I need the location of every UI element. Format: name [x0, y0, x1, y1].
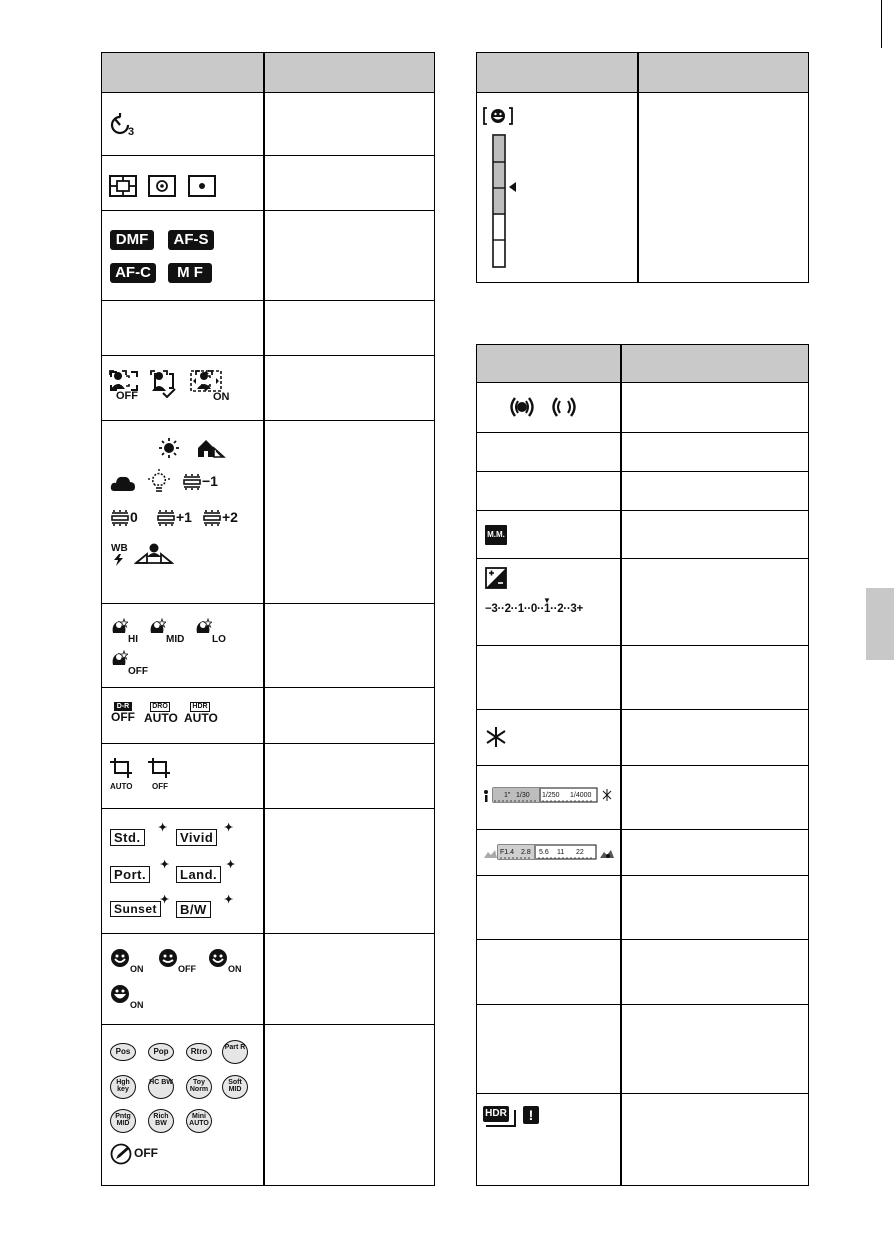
face-detection-on-icon — [194, 369, 236, 403]
creative-style-port-icon: Port. — [110, 866, 150, 883]
star-mark: ✦ — [224, 894, 234, 906]
steadyshot-icon — [507, 395, 537, 419]
star-mark: ✦ — [160, 894, 170, 906]
svg-text:ON: ON — [213, 391, 230, 403]
star-mark: ✦ — [224, 822, 234, 834]
table-row — [477, 383, 619, 432]
focus-afs-icon: AF-S — [168, 230, 214, 250]
metering-multi-icon — [109, 175, 137, 197]
creative-style-std-icon: Std. — [110, 829, 145, 846]
table-header — [102, 53, 434, 93]
effect-pop-icon: Pop — [148, 1043, 174, 1061]
hdr-auto-icon: HDR AUTO — [184, 703, 218, 725]
table-row — [477, 710, 619, 765]
framing-off-label: OFF — [152, 782, 168, 791]
dro-off-label: OFF — [111, 710, 135, 724]
star-mark: ✦ — [158, 822, 168, 834]
smile-shutter-on-icon — [110, 948, 144, 974]
table-row — [477, 1094, 619, 1184]
soft-skin-off-icon — [110, 650, 148, 677]
effect-off-icon — [110, 1143, 158, 1165]
table-row — [102, 809, 262, 933]
table-header — [477, 53, 808, 93]
table-row — [102, 744, 262, 808]
right-bottom-icon-table — [476, 344, 809, 1186]
effect-toy-icon: Toy Norm — [186, 1075, 212, 1099]
soft-skin-hi-icon — [110, 618, 138, 645]
table-row — [102, 156, 262, 210]
auto-portrait-framing-off-icon — [148, 758, 178, 791]
svg-text:2.8: 2.8 — [521, 849, 531, 856]
creative-style-bw-icon: B/W — [176, 901, 211, 918]
exposure-scale-label: −3··2··1··0··1··2··3+ — [485, 603, 583, 615]
wb-value-label: 0 — [130, 509, 138, 525]
focus-afc-icon: AF-C — [110, 263, 156, 283]
creative-style-vivid-icon: Vivid — [176, 829, 217, 846]
face-detection-registered-icon — [149, 369, 179, 403]
svg-text:22: 22 — [576, 849, 584, 856]
page-edge-line — [881, 0, 882, 48]
effect-pntg-icon: Pntg MID — [110, 1109, 136, 1133]
dro-auto-label: AUTO — [144, 711, 178, 725]
metered-manual-icon: M.M. — [485, 525, 507, 545]
creative-style-land-icon: Land. — [176, 866, 221, 883]
table-row — [477, 559, 619, 645]
metering-center-icon — [148, 175, 176, 197]
svg-text:WB: WB — [111, 543, 128, 554]
svg-text:5.6: 5.6 — [539, 849, 549, 856]
hdr-label: HDR — [483, 1106, 509, 1122]
effect-richbw-icon: Rich BW — [148, 1109, 174, 1133]
wb-fluorescent-day-white-icon — [156, 510, 192, 526]
wb-shade-icon — [196, 437, 226, 459]
face-detection-off-icon — [108, 369, 150, 403]
svg-text:1/250: 1/250 — [542, 792, 560, 799]
smile-shutter-on-3-icon — [110, 984, 144, 1010]
svg-text:1/4000: 1/4000 — [570, 792, 592, 799]
ae-lock-icon — [485, 726, 507, 748]
soft-skin-level-label: HI — [128, 634, 138, 645]
aperture-indicator-icon — [483, 843, 617, 863]
soft-skin-level-label: OFF — [128, 666, 148, 677]
table-row — [102, 93, 262, 155]
auto-portrait-framing-auto-icon — [110, 758, 140, 791]
smile-level-label: ON — [130, 964, 144, 974]
table-row — [477, 93, 637, 283]
table-row — [102, 1025, 262, 1185]
soft-skin-level-label: MID — [166, 634, 185, 645]
effect-hcbw-icon: HC BW — [148, 1075, 174, 1099]
effect-part-icon: Part R — [222, 1040, 248, 1064]
effect-soft-icon: Soft MID — [222, 1075, 248, 1099]
table-row — [102, 934, 262, 1024]
svg-text:OFF: OFF — [116, 390, 138, 402]
effect-rtro-icon: Rtro — [186, 1043, 212, 1061]
exposure-compensation-icon — [485, 567, 507, 589]
wb-daylight-icon — [158, 437, 180, 459]
table-row — [102, 421, 262, 603]
dro-off-icon: D-R OFF — [111, 703, 135, 724]
hdr-icon — [483, 1106, 515, 1128]
soft-skin-mid-icon — [148, 618, 184, 645]
smile-shutter-on-2-icon — [208, 948, 242, 974]
effect-hkey-icon: Hgh key — [110, 1075, 136, 1099]
smile-level-label: ON — [130, 1000, 144, 1010]
exposure-scale — [485, 596, 613, 615]
svg-text:F1.4: F1.4 — [500, 849, 515, 856]
left-icon-table — [101, 52, 435, 1186]
table-row — [477, 511, 619, 558]
smile-detection-sensitivity-icon — [483, 107, 527, 269]
table-row — [477, 830, 619, 875]
hdr-warning-icon: ! — [523, 1106, 539, 1124]
wb-incandescent-icon — [146, 469, 172, 495]
star-mark: ✦ — [160, 859, 170, 871]
wb-fluorescent-daylight-icon — [202, 510, 238, 526]
wb-fluorescent-cool-white-icon — [110, 510, 138, 526]
wb-fluorescent-warm-white-icon — [182, 474, 218, 490]
svg-text:1": 1" — [504, 792, 511, 799]
table-row — [102, 604, 262, 687]
section-tab — [866, 588, 894, 660]
dro-auto-icon: DRO AUTO — [144, 703, 178, 725]
metering-spot-icon — [188, 175, 216, 197]
svg-text:1/30: 1/30 — [516, 792, 530, 799]
table-row — [477, 766, 619, 829]
wb-value-label: +1 — [176, 509, 192, 525]
wb-flash-icon — [110, 541, 128, 567]
creative-style-sunset-icon: Sunset — [110, 901, 161, 917]
steadyshot-warning-icon — [549, 395, 579, 419]
soft-skin-level-label: LO — [212, 634, 226, 645]
soft-skin-lo-icon — [194, 618, 226, 645]
table-row — [102, 688, 262, 743]
shutter-speed-indicator-icon — [483, 786, 615, 806]
focus-dmf-icon: DMF — [110, 230, 154, 250]
focus-mf-icon: M F — [168, 263, 212, 283]
wb-custom-icon — [134, 543, 174, 565]
effect-off-label: OFF — [134, 1146, 158, 1161]
effect-pos-icon: Pos — [110, 1043, 136, 1061]
svg-text:3: 3 — [128, 126, 135, 137]
wb-value-label: +2 — [222, 509, 238, 525]
right-top-icon-table — [476, 52, 809, 283]
wb-value-label: −1 — [202, 473, 218, 489]
smile-shutter-off-icon — [158, 948, 196, 974]
table-header — [477, 345, 808, 383]
effect-mini-icon: Mini AUTO — [186, 1109, 212, 1133]
star-mark: ✦ — [226, 859, 236, 871]
framing-auto-label: AUTO — [110, 782, 133, 791]
svg-text:11: 11 — [557, 849, 565, 856]
smile-level-label: ON — [228, 964, 242, 974]
self-timer-3-icon — [108, 111, 142, 137]
hdr-auto-label: AUTO — [184, 711, 218, 725]
table-row — [102, 211, 262, 300]
wb-cloudy-icon — [110, 473, 136, 493]
table-row — [102, 365, 262, 419]
smile-level-label: OFF — [178, 964, 196, 974]
exposure-pointer: ▼ — [543, 596, 551, 605]
